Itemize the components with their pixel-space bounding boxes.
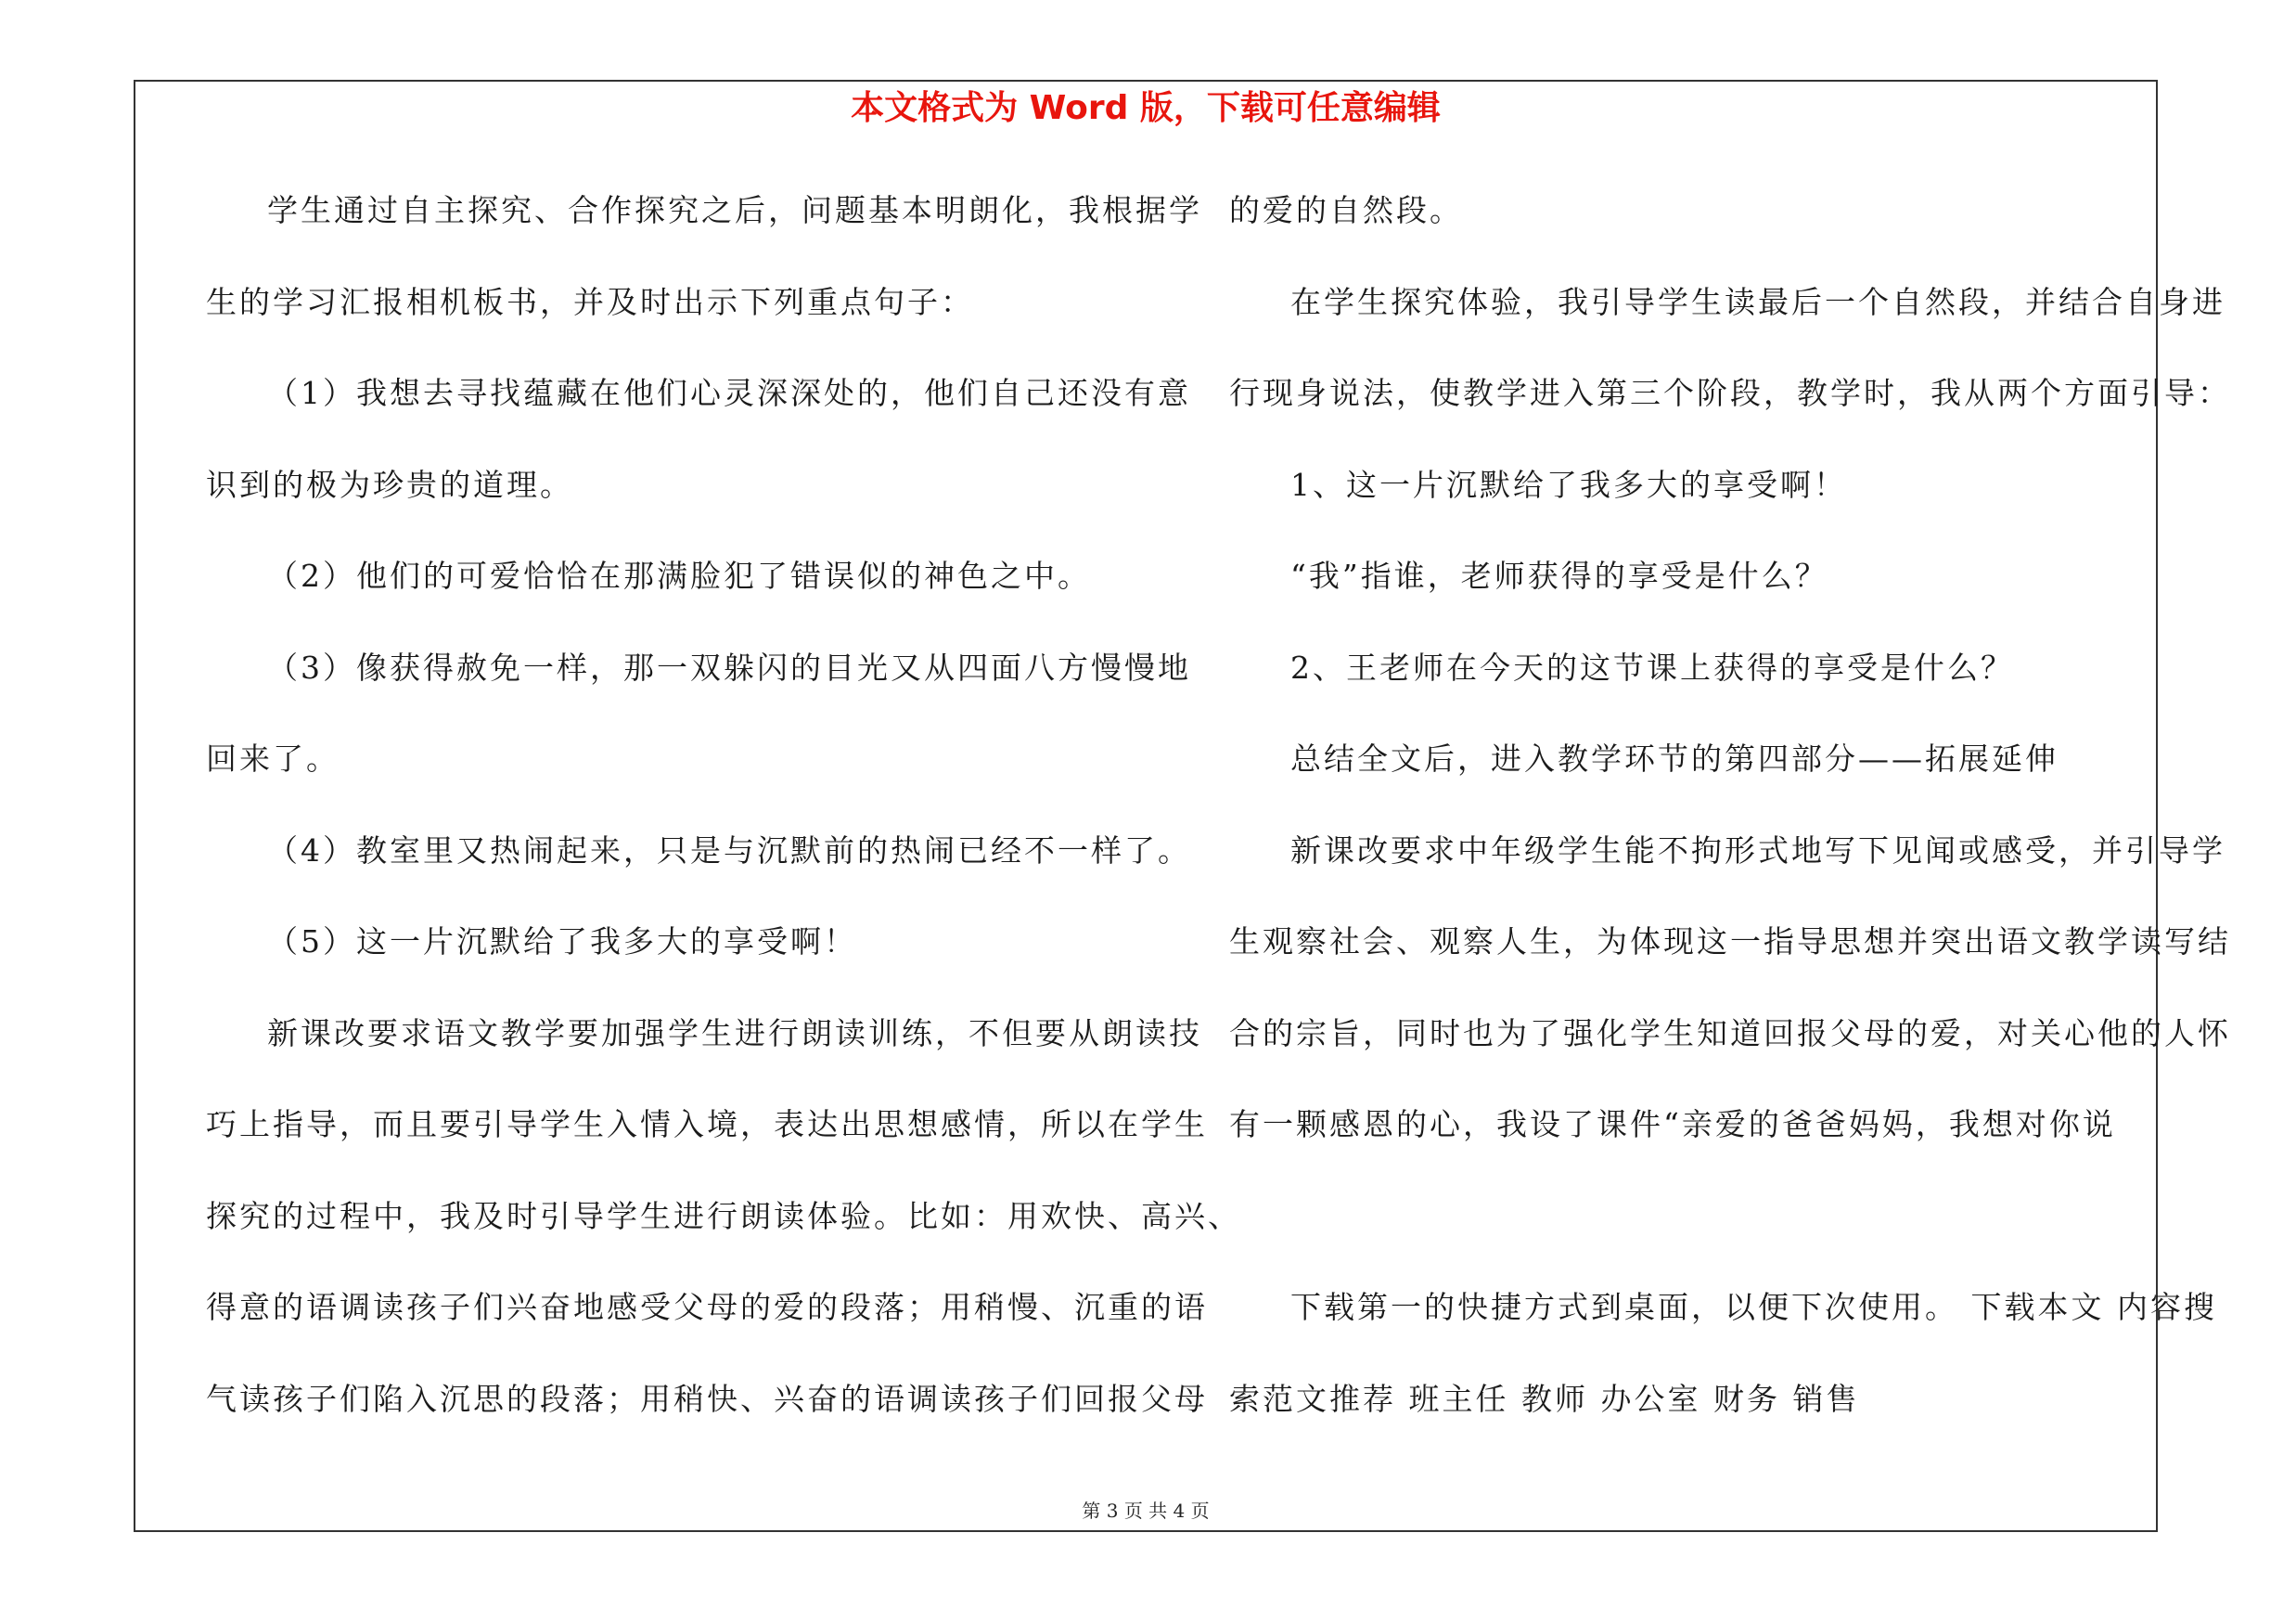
paragraph-line: 识到的极为珍贵的道理。 — [206, 466, 573, 503]
paragraph-line: 新课改要求语文教学要加强学生进行朗读训练，不但要从朗读技 — [267, 1014, 1202, 1051]
blank-line — [1229, 1190, 2157, 1282]
paragraph-line: “我”指谁，老师获得的享受是什么？ — [1290, 558, 1828, 594]
paragraph-line: 探究的过程中，我及时引导学生进行朗读体验。比如：用欢快、高兴、 — [206, 1197, 1241, 1234]
paragraph-line: 合的宗旨，同时也为了强化学生知道回报父母的爱，对关心他的人怀 — [1229, 1014, 2231, 1051]
paragraph-line: 2、王老师在今天的这节课上获得的享受是什么？ — [1290, 649, 2014, 686]
paragraph-line: 气读孩子们陷入沉思的段落；用稍快、兴奋的语调读孩子们回报父母 — [206, 1380, 1208, 1417]
download-note: 下载第一的快捷方式到桌面，以便下次使用。 下载本文 内容搜 — [1290, 1289, 2217, 1325]
paragraph-line: 得意的语调读孩子们兴奋地感受父母的爱的段落；用稍慢、沉重的语 — [206, 1289, 1208, 1325]
paragraph-line: 1、这一片沉默给了我多大的享受啊！ — [1290, 466, 1847, 503]
paragraph-line: 巧上指导，而且要引导学生入情入境，表达出思想感情，所以在学生 — [206, 1106, 1208, 1142]
paragraph-line: 在学生探究体验，我引导学生读最后一个自然段，并结合自身进 — [1290, 283, 2225, 320]
document-banner: 本文格式为 Word 版，下载可任意编辑 — [851, 89, 1441, 127]
paragraph-line: 回来了。 — [206, 741, 340, 777]
paragraph-line: 的爱的自然段。 — [1229, 192, 1463, 228]
paragraph-line: 行现身说法，使教学进入第三个阶段，教学时，我从两个方面引导： — [1229, 375, 2231, 411]
right-column — [1229, 184, 2231, 1463]
paragraph-line: 学生通过自主探究、合作探究之后，问题基本明朗化，我根据学 — [267, 192, 1202, 228]
paragraph-line: （3）像获得赦免一样，那一双躲闪的目光又从四面八方慢慢地 — [267, 649, 1191, 686]
paragraph-line: 有一颗感恩的心，我设了课件“亲爱的爸爸妈妈，我想对你说 — [1229, 1106, 2116, 1142]
paragraph-line: 新课改要求中年级学生能不拘形式地写下见闻或感受，并引导学 — [1290, 831, 2225, 869]
paragraph-line: 生观察社会、观察人生，为体现这一指导思想并突出语文教学读写结 — [1229, 923, 2231, 960]
paragraph-line: （2）他们的可爱恰恰在那满脸犯了错误似的神色之中。 — [267, 558, 1091, 594]
page-number: 第 3 页 共 4 页 — [1082, 1500, 1210, 1522]
left-column — [206, 184, 1241, 1463]
paragraph-line: 生的学习汇报相机板书，并及时出示下列重点句子： — [206, 283, 974, 320]
download-links: 索范文推荐 班主任 教师 办公室 财务 销售 — [1229, 1380, 1860, 1417]
paragraph-line: （5）这一片沉默给了我多大的享受啊！ — [267, 923, 857, 960]
paragraph-line: 总结全文后，进入教学环节的第四部分——拓展延伸 — [1290, 741, 2059, 777]
paragraph-line: （1）我想去寻找蕴藏在他们心灵深深处的，他们自己还没有意 — [267, 375, 1191, 411]
paragraph-line: （4）教室里又热闹起来，只是与沉默前的热闹已经不一样了。 — [267, 831, 1191, 869]
